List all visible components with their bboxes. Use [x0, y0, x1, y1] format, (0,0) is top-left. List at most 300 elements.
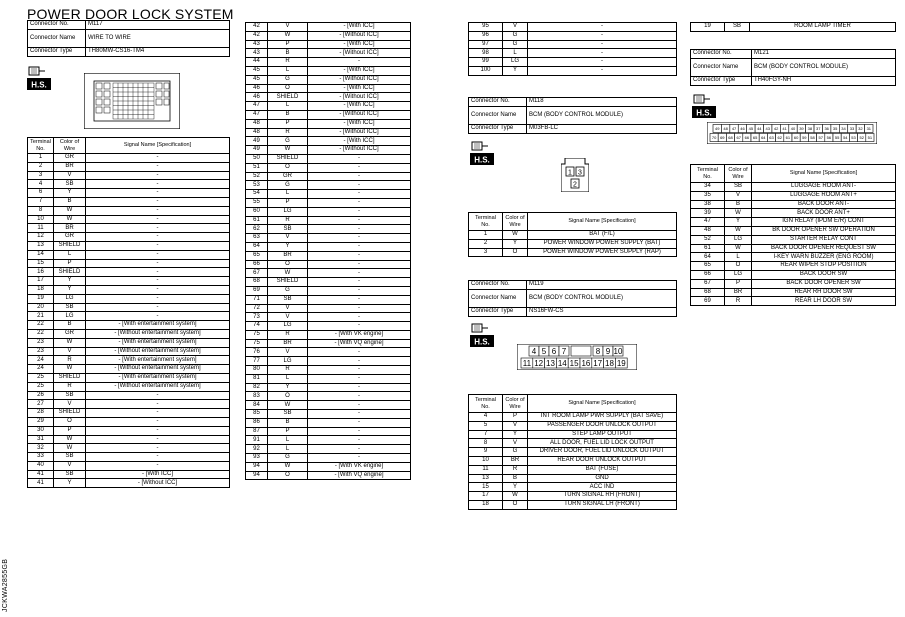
signal-name: - [With VK engine]: [308, 330, 411, 339]
table-row: [246, 357, 411, 366]
terminal-no: 53: [246, 181, 268, 190]
terminal-no-header: Terminal No.: [691, 165, 725, 183]
wire-color: B: [268, 418, 308, 427]
signal-name: BK DOOR OPENER SW OPERATION: [752, 226, 896, 235]
harness-side-icon: [692, 94, 716, 118]
signal-name: -: [308, 348, 411, 357]
wire-color: G: [268, 137, 308, 146]
wire-color: W: [725, 209, 752, 218]
pin-label: 57: [818, 134, 823, 140]
table-row: [246, 172, 411, 181]
color-header: Color of Wire: [54, 138, 86, 154]
table-row: [246, 58, 411, 67]
signal-name: -: [308, 401, 411, 410]
wire-color: W: [54, 338, 86, 347]
wire-color: R: [268, 216, 308, 225]
table-row: [28, 365, 230, 374]
pin-label: 62: [777, 134, 782, 140]
table-row: [691, 200, 896, 209]
terminal-no: 41: [28, 470, 54, 479]
signal-name: STARTER RELAY CONT: [752, 235, 896, 244]
wire-color: G: [268, 286, 308, 295]
table-row: [28, 241, 230, 250]
terminal-no: 24: [28, 356, 54, 365]
signal-name: ALL DOOR, FUEL LID LOCK OUTPUT: [528, 439, 677, 448]
table-row: [246, 102, 411, 111]
table-row: [246, 436, 411, 445]
terminal-no: 24: [28, 365, 54, 374]
table-row: [246, 23, 411, 32]
wire-color: P: [268, 198, 308, 207]
signal-name: -: [308, 383, 411, 392]
terminal-no: 4: [469, 413, 503, 422]
terminal-no: 45: [246, 66, 268, 75]
wire-color: V: [54, 347, 86, 356]
terminal-no: 3: [469, 248, 503, 257]
pin-label: 37: [816, 125, 821, 131]
wire-color: L: [268, 374, 308, 383]
signal-name: -: [528, 40, 677, 49]
table-row: [28, 461, 230, 470]
table-row: [469, 413, 677, 422]
wire-color: W: [725, 244, 752, 253]
table-row: [28, 233, 230, 242]
terminal-no: 55: [246, 198, 268, 207]
signal-name: -: [308, 295, 411, 304]
m117-connector-face: [84, 73, 180, 129]
signal-name: -: [86, 180, 230, 189]
wire-color: SB: [725, 183, 752, 192]
terminal-no: 17: [28, 277, 54, 286]
label: Connector Name: [469, 290, 527, 308]
terminal-no: 54: [246, 190, 268, 199]
table-row: [28, 373, 230, 382]
terminal-no: 49: [246, 146, 268, 155]
signal-name: LUGGAGE ROOM ANT-: [752, 183, 896, 192]
signal-name: -: [308, 216, 411, 225]
wire-color: B: [54, 197, 86, 206]
table-row: [28, 409, 230, 418]
terminal-no: 2: [469, 239, 503, 248]
wire-color: SB: [54, 303, 86, 312]
terminal-no: 8: [28, 206, 54, 215]
terminal-no: 69: [691, 297, 725, 306]
connector-type: M03FB-LC: [527, 125, 677, 134]
wire-color: R: [725, 297, 752, 306]
terminal-no: 94: [246, 471, 268, 480]
table-row: [246, 445, 411, 454]
wire-color: L: [268, 436, 308, 445]
terminal-no: 74: [246, 322, 268, 331]
terminal-no: 29: [28, 417, 54, 426]
signal-name: BACK DOOR OPENER SW: [752, 279, 896, 288]
table-row: [469, 49, 677, 58]
signal-name: -: [308, 225, 411, 234]
wire-color: Y: [503, 66, 528, 75]
pin-label: 69: [720, 134, 725, 140]
table-row: [469, 248, 677, 257]
table-row: [246, 304, 411, 313]
table-row: [469, 456, 677, 465]
signal-name: - [Without ICC]: [308, 49, 411, 58]
table-row: [246, 84, 411, 93]
signal-name: - [With ICC]: [308, 40, 411, 49]
terminal-no: 66: [246, 260, 268, 269]
svg-text:H.S.: H.S.: [696, 108, 712, 118]
terminal-no: 43: [246, 49, 268, 58]
pin-label: 7: [561, 346, 567, 356]
wire-color: SB: [54, 453, 86, 462]
signal-name: BAT (F/L): [528, 231, 677, 240]
terminal-no: 3: [28, 171, 54, 180]
connector-no: M117: [86, 21, 230, 30]
pin-label: 41: [782, 125, 787, 131]
signal-name: -: [308, 436, 411, 445]
pin-label: 19: [616, 358, 626, 368]
svg-text:H.S.: H.S.: [474, 337, 490, 347]
pin-label: 5: [541, 346, 547, 356]
wire-color: G: [268, 181, 308, 190]
terminal-no: 2: [28, 162, 54, 171]
wire-color: O: [268, 84, 308, 93]
svg-text:1: 1: [568, 169, 572, 177]
terminal-no: 97: [469, 40, 503, 49]
terminal-no: 72: [246, 304, 268, 313]
table-row: [246, 374, 411, 383]
label: Connector Type: [469, 308, 527, 317]
terminal-no: 25: [28, 382, 54, 391]
table-row: [246, 110, 411, 119]
table-row: [246, 454, 411, 463]
wire-color: B: [54, 321, 86, 330]
signal-name: DRIVER DOOR, FUEL LID UNLOCK OUTPUT: [528, 448, 677, 457]
connector-name: BCM (BODY CONTROL MODULE): [527, 107, 677, 125]
terminal-no: 42: [246, 23, 268, 32]
terminal-no: 86: [246, 418, 268, 427]
wire-color: GR: [54, 233, 86, 242]
connector-name: WIRE TO WIRE: [86, 30, 230, 48]
table-row: [246, 427, 411, 436]
signal-name: INT ROOM LAMP PWR SUPPLY (BAT SAVE): [528, 413, 677, 422]
table-row: [28, 197, 230, 206]
table-row: [28, 224, 230, 233]
wire-color: V: [503, 23, 528, 32]
wire-color: R: [268, 128, 308, 137]
signal-name: - [With ICC]: [308, 84, 411, 93]
signal-name: -: [86, 453, 230, 462]
signal-name: TURN SIGNAL LH (FRONT): [528, 500, 677, 509]
terminal-no: 48: [246, 119, 268, 128]
signal-name: -: [86, 233, 230, 242]
pin-label: 55: [834, 134, 840, 140]
signal-name: -: [528, 66, 677, 75]
signal-name: REAR DOOR UNLOCK OUTPUT: [528, 456, 677, 465]
signal-name: POWER WINDOW POWER SUPPLY (RAP): [528, 248, 677, 257]
terminal-no: 92: [246, 445, 268, 454]
signal-name: -: [308, 172, 411, 181]
table-row: [469, 483, 677, 492]
terminal-no: 64: [691, 253, 725, 262]
signal-name: REAR RH DOOR SW: [752, 288, 896, 297]
terminal-no: 8: [469, 439, 503, 448]
table-row: [28, 338, 230, 347]
color-header: Color of Wire: [725, 165, 752, 183]
wire-color: LG: [268, 207, 308, 216]
wire-color: V: [54, 400, 86, 409]
table-row: [469, 430, 677, 439]
wire-color: W: [54, 444, 86, 453]
wire-color: W: [268, 31, 308, 40]
table-row: [28, 453, 230, 462]
wire-color: W: [503, 492, 528, 501]
wire-color: G: [268, 454, 308, 463]
wire-color: B: [503, 474, 528, 483]
signal-name: -: [86, 444, 230, 453]
table-row: [28, 479, 230, 488]
wire-color: L: [268, 66, 308, 75]
table-row: [246, 471, 411, 480]
signal-name: - [With ICC]: [86, 470, 230, 479]
table-row: [246, 392, 411, 401]
terminal-no: 49: [246, 137, 268, 146]
terminal-no: 99: [469, 58, 503, 67]
signal-name: - [Without entertainment system]: [86, 382, 230, 391]
table-row: [246, 49, 411, 58]
table-row: [246, 154, 411, 163]
terminal-no: 48: [691, 226, 725, 235]
wire-color: R: [268, 366, 308, 375]
wire-color: GR: [268, 172, 308, 181]
terminal-no: 1: [469, 231, 503, 240]
table-row: [28, 435, 230, 444]
wire-color: W: [725, 226, 752, 235]
terminal-no: 46: [246, 84, 268, 93]
svg-text:2: 2: [573, 181, 577, 189]
table-row: [28, 312, 230, 321]
wire-color: W: [268, 269, 308, 278]
signal-name: -: [308, 278, 411, 287]
wire-color: G: [503, 448, 528, 457]
wire-color: BR: [268, 339, 308, 348]
pin-label: 31: [866, 125, 872, 131]
table-row: [691, 244, 896, 253]
connector-no: M119: [527, 281, 677, 290]
wire-color: B: [268, 49, 308, 58]
table-row: [246, 278, 411, 287]
wire-color: R: [54, 356, 86, 365]
terminal-no: 19: [28, 294, 54, 303]
svg-text:3: 3: [578, 169, 582, 177]
table-row: [246, 128, 411, 137]
wire-color: W: [268, 146, 308, 155]
m117-connector-info: [27, 20, 230, 57]
terminal-no: 25: [28, 373, 54, 382]
wire-color: O: [268, 392, 308, 401]
wire-color: LG: [503, 58, 528, 67]
pin-label: 49: [714, 125, 720, 131]
wire-color: SHIELD: [54, 241, 86, 250]
m117-terminal-table-2: [245, 22, 411, 480]
terminal-no: 68: [691, 288, 725, 297]
wire-color: SHIELD: [268, 93, 308, 102]
signal-name: - [Without ICC]: [308, 128, 411, 137]
table-row: [246, 146, 411, 155]
signal-header: Signal Name [Specification]: [528, 213, 677, 231]
table-row: [246, 198, 411, 207]
svg-text:H.S.: H.S.: [474, 155, 490, 165]
terminal-no: 100: [469, 66, 503, 75]
terminal-no: 96: [469, 31, 503, 40]
terminal-no: 4: [28, 180, 54, 189]
terminal-no: 23: [28, 338, 54, 347]
signal-name: - [Without ICC]: [308, 146, 411, 155]
wire-color: W: [54, 206, 86, 215]
terminal-no: 20: [28, 303, 54, 312]
pin-label: 8: [595, 346, 601, 356]
wire-color: V: [268, 313, 308, 322]
signal-name: - [Without ICC]: [308, 93, 411, 102]
terminal-no: 81: [246, 374, 268, 383]
wire-color: W: [54, 215, 86, 224]
wire-color: B: [725, 200, 752, 209]
signal-name: -: [86, 241, 230, 250]
terminal-no: 95: [469, 23, 503, 32]
table-row: [469, 23, 677, 32]
table-row: [28, 321, 230, 330]
table-row: [28, 356, 230, 365]
pin-label: 16: [581, 358, 591, 368]
terminal-no: 48: [246, 128, 268, 137]
signal-name: -: [86, 303, 230, 312]
table-row: [246, 410, 411, 419]
table-row: [28, 154, 230, 163]
terminal-no: 40: [28, 461, 54, 470]
terminal-no: 9: [469, 448, 503, 457]
pin-label: 58: [810, 134, 815, 140]
signal-name: BAT (FUSE): [528, 465, 677, 474]
wire-color: Y: [268, 242, 308, 251]
pin-label: 32: [858, 125, 863, 131]
wire-color: W: [54, 365, 86, 374]
m118-connector-info: [468, 97, 677, 134]
signal-name: - [Without entertainment system]: [86, 365, 230, 374]
table-row: [469, 465, 677, 474]
table-row: [469, 421, 677, 430]
signal-name: -: [308, 392, 411, 401]
table-row: [469, 66, 677, 75]
wire-color: W: [54, 435, 86, 444]
label: Connector No.: [469, 281, 527, 290]
terminal-no: 22: [28, 329, 54, 338]
terminal-no: 91: [246, 436, 268, 445]
signal-name: IGN RELAY (IPDM E/R) CONT: [752, 218, 896, 227]
signal-name: -: [86, 206, 230, 215]
wire-color: O: [268, 163, 308, 172]
terminal-no: 12: [28, 233, 54, 242]
pin-label: 35: [832, 125, 838, 131]
signal-name: - [With ICC]: [308, 102, 411, 111]
terminal-no: 45: [246, 75, 268, 84]
signal-name: -: [308, 454, 411, 463]
signal-name: -: [528, 31, 677, 40]
terminal-no: 80: [246, 366, 268, 375]
terminal-no: 83: [246, 392, 268, 401]
label: Connector No.: [28, 21, 86, 30]
signal-name: -: [86, 426, 230, 435]
wire-color: L: [268, 102, 308, 111]
wire-color: SB: [54, 470, 86, 479]
wire-color: LG: [725, 270, 752, 279]
signal-header: Signal Name [Specification]: [752, 165, 896, 183]
terminal-no: 65: [246, 251, 268, 260]
wire-color: V: [503, 421, 528, 430]
wire-color: SB: [54, 180, 86, 189]
connector-type: TH40FGY-NH: [752, 77, 896, 86]
table-row: [691, 235, 896, 244]
table-row: [246, 330, 411, 339]
pin-label: 52: [859, 134, 864, 140]
pin-label: 61: [785, 134, 791, 140]
signal-name: -: [308, 234, 411, 243]
wire-color: Y: [54, 277, 86, 286]
signal-header: Signal Name [Specification]: [86, 138, 230, 154]
signal-name: - [Without ICC]: [86, 479, 230, 488]
terminal-no: 82: [246, 383, 268, 392]
terminal-no: 69: [246, 286, 268, 295]
signal-name: -: [308, 410, 411, 419]
table-row: [691, 191, 896, 200]
wire-color: Y: [268, 383, 308, 392]
terminal-no: 23: [28, 347, 54, 356]
terminal-no: 46: [246, 93, 268, 102]
terminal-no: 19: [691, 23, 725, 32]
page-title: POWER DOOR LOCK SYSTEM: [27, 6, 234, 22]
signal-name: -: [86, 294, 230, 303]
wire-color: SHIELD: [54, 373, 86, 382]
terminal-no: 6: [28, 189, 54, 198]
wire-color: Y: [54, 479, 86, 488]
signal-name: -: [308, 181, 411, 190]
wire-color: R: [268, 330, 308, 339]
signal-name: GND: [528, 474, 677, 483]
signal-name: -: [86, 154, 230, 163]
terminal-no: 67: [246, 269, 268, 278]
terminal-no: 22: [28, 321, 54, 330]
terminal-no: 77: [246, 357, 268, 366]
m119-connector-face: [517, 344, 637, 370]
table-row: [246, 295, 411, 304]
signal-name: LUGGAGE ROOM ANT+: [752, 191, 896, 200]
signal-name: -: [308, 304, 411, 313]
terminal-no: 38: [691, 200, 725, 209]
signal-name: -: [86, 391, 230, 400]
terminal-no-header: Terminal No.: [28, 138, 54, 154]
terminal-no-header: Terminal No.: [469, 395, 503, 413]
signal-name: -: [86, 461, 230, 470]
signal-name: -: [308, 418, 411, 427]
wire-color: GR: [54, 154, 86, 163]
table-row: [469, 58, 677, 67]
connector-name: BCM (BODY CONTROL MODULE): [527, 290, 677, 308]
table-row: [469, 448, 677, 457]
signal-header: Signal Name [Specification]: [528, 395, 677, 413]
signal-name: - [Without entertainment system]: [86, 347, 230, 356]
terminal-no: 16: [28, 268, 54, 277]
signal-name: REAR LH DOOR SW: [752, 297, 896, 306]
wire-color: SB: [268, 295, 308, 304]
table-row: [28, 259, 230, 268]
wire-color: GR: [54, 329, 86, 338]
